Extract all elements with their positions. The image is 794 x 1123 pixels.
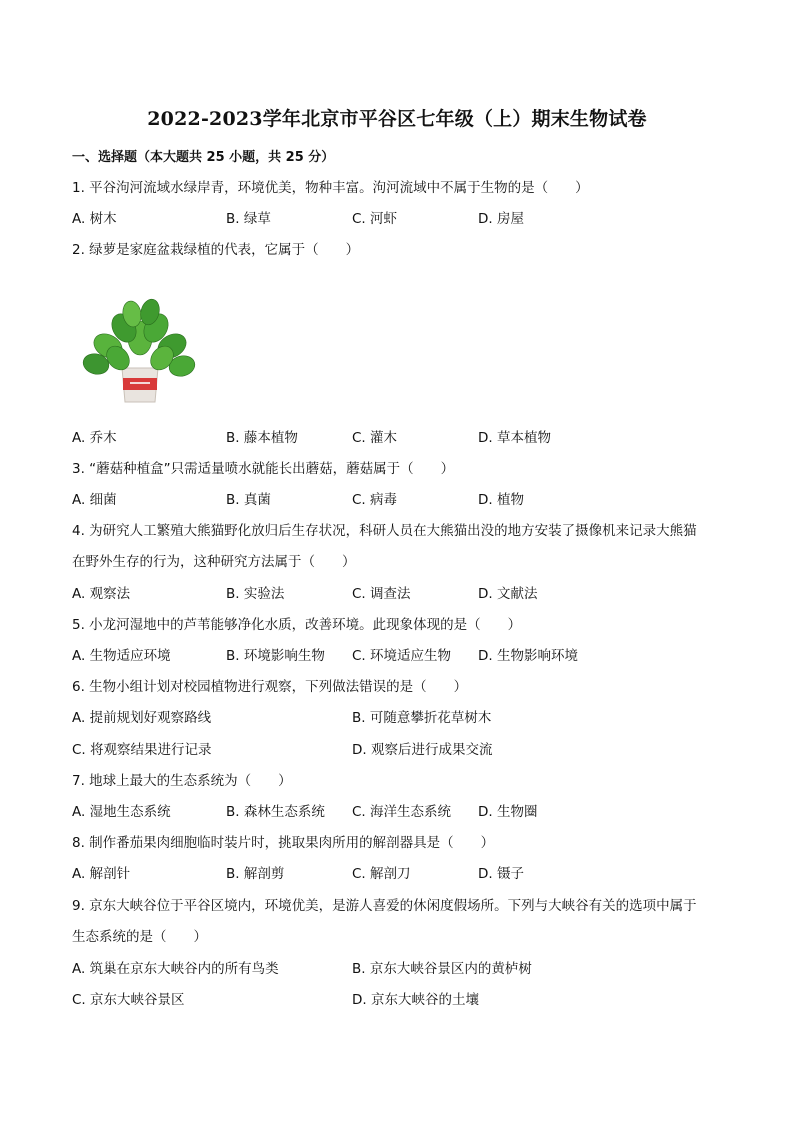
q4-option-d: D. 文献法 <box>478 586 538 602</box>
q1-option-d: D. 房屋 <box>478 211 524 227</box>
q1-option-a: A. 树木 <box>72 211 117 227</box>
q1-option-c: C. 河虾 <box>352 211 398 227</box>
q9-option-b: B. 京东大峡谷景区内的黄栌树 <box>352 961 532 977</box>
question-2-stem: 2. 绿萝是家庭盆栽绿植的代表，它属于（ ） <box>72 242 360 258</box>
q2-option-b: B. 藤本植物 <box>226 430 298 446</box>
q9-option-d: D. 京东大峡谷的土壤 <box>352 992 479 1008</box>
question-9-stem-line1: 9. 京东大峡谷位于平谷区境内，环境优美，是游人喜爱的休闲度假场所。下列与大峡谷有关的选项中属于 <box>72 898 697 914</box>
question-6-stem: 6. 生物小组计划对校园植物进行观察，下列做法错误的是（ ） <box>72 679 468 695</box>
q5-option-d: D. 生物影响环境 <box>478 648 578 664</box>
q6-option-c: C. 将观察结果进行记录 <box>72 742 212 758</box>
q8-option-d: D. 镊子 <box>478 866 524 882</box>
q2-option-c: C. 灌木 <box>352 430 398 446</box>
section-heading: 一、选择题（本大题共 25 小题，共 25 分） <box>72 150 335 165</box>
q2-option-a: A. 乔木 <box>72 430 117 446</box>
pothos-plant-image <box>72 298 202 408</box>
question-9-stem-line2: 生态系统的是（ ） <box>72 929 207 945</box>
q9-option-c: C. 京东大峡谷景区 <box>72 992 185 1008</box>
question-3-stem: 3. “蘑菇种植盒”只需适量喷水就能长出蘑菇，蘑菇属于（ ） <box>72 461 455 477</box>
q4-option-c: C. 调查法 <box>352 586 411 602</box>
question-4-stem-line2: 在野外生存的行为，这种研究方法属于（ ） <box>72 554 356 570</box>
q5-option-b: B. 环境影响生物 <box>226 648 325 664</box>
q1-option-b: B. 绿草 <box>226 211 271 227</box>
q7-option-b: B. 森林生态系统 <box>226 804 325 820</box>
q7-option-c: C. 海洋生态系统 <box>352 804 452 820</box>
q3-option-d: D. 植物 <box>478 492 524 508</box>
q3-option-b: B. 真菌 <box>226 492 271 508</box>
q9-option-a: A. 筑巢在京东大峡谷内的所有鸟类 <box>72 961 279 977</box>
question-1-stem: 1. 平谷泃河流域水绿岸青，环境优美，物种丰富。泃河流域中不属于生物的是（ ） <box>72 180 589 196</box>
q8-option-a: A. 解剖针 <box>72 866 131 882</box>
question-8-stem: 8. 制作番茄果肉细胞临时装片时，挑取果肉所用的解剖器具是（ ） <box>72 835 495 851</box>
q4-option-a: A. 观察法 <box>72 586 131 602</box>
exam-title: 2022-2023学年北京市平谷区七年级（上）期末生物试卷 <box>147 108 647 130</box>
question-4-stem-line1: 4. 为研究人工繁殖大熊猫野化放归后生存状况，科研人员在大熊猫出没的地方安装了摄像机来记录大熊猫 <box>72 523 697 539</box>
q8-option-b: B. 解剖剪 <box>226 866 285 882</box>
q6-option-d: D. 观察后进行成果交流 <box>352 742 493 758</box>
q8-option-c: C. 解剖刀 <box>352 866 411 882</box>
q5-option-c: C. 环境适应生物 <box>352 648 452 664</box>
q7-option-d: D. 生物圈 <box>478 804 538 820</box>
q6-option-a: A. 提前规划好观察路线 <box>72 710 212 726</box>
q5-option-a: A. 生物适应环境 <box>72 648 171 664</box>
q7-option-a: A. 湿地生态系统 <box>72 804 171 820</box>
q3-option-c: C. 病毒 <box>352 492 398 508</box>
question-7-stem: 7. 地球上最大的生态系统为（ ） <box>72 773 292 789</box>
q2-option-d: D. 草本植物 <box>478 430 551 446</box>
question-5-stem: 5. 小龙河湿地中的芦苇能够净化水质，改善环境。此现象体现的是（ ） <box>72 617 522 633</box>
q4-option-b: B. 实验法 <box>226 586 285 602</box>
q3-option-a: A. 细菌 <box>72 492 117 508</box>
q6-option-b: B. 可随意攀折花草树木 <box>352 710 492 726</box>
